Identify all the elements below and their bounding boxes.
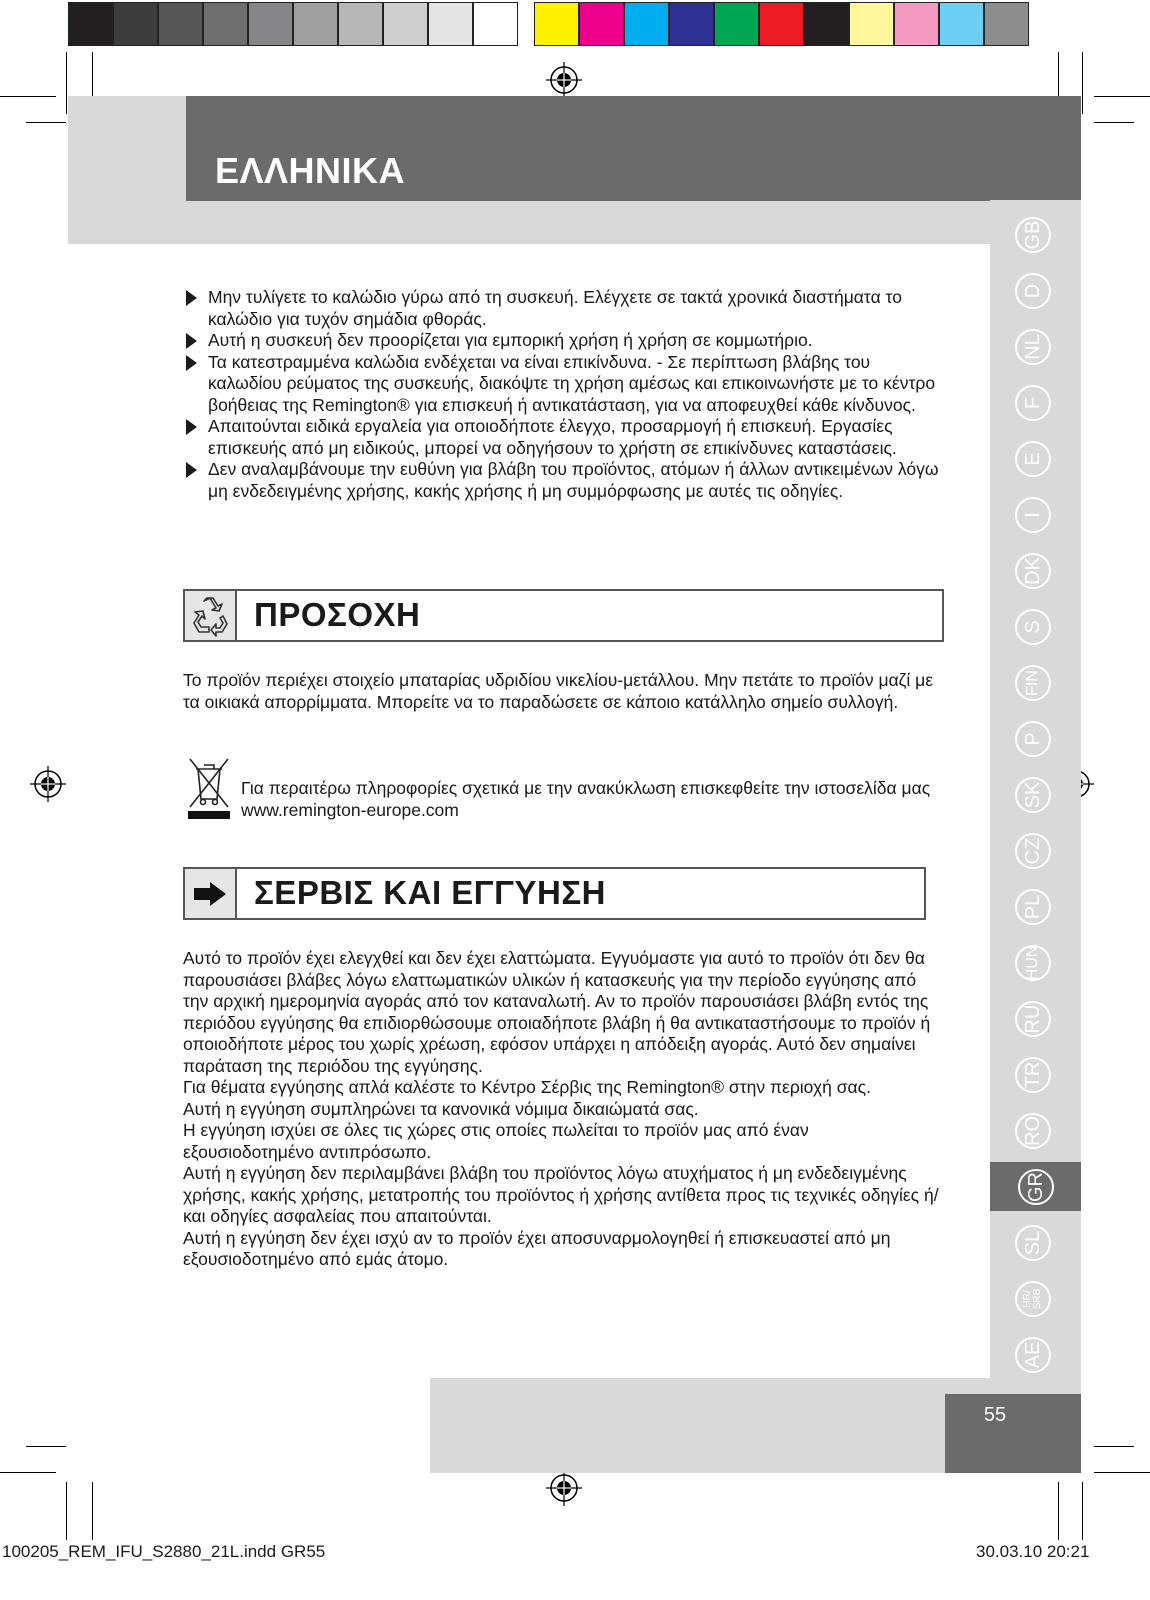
gray-swatch — [158, 2, 203, 46]
gray-swatch — [203, 2, 248, 46]
color-calibration-bar — [68, 2, 1029, 48]
crop-mark — [1094, 122, 1134, 123]
swatch-gap — [518, 2, 534, 48]
color-swatch — [894, 2, 939, 46]
crop-mark — [0, 96, 56, 97]
page-number: 55 — [983, 1404, 1007, 1426]
language-tab-ring — [1015, 1001, 1051, 1037]
language-tab-ro[interactable] — [1004, 1106, 1062, 1155]
language-tab-label: S — [1021, 619, 1044, 634]
gray-swatch — [113, 2, 158, 46]
language-tab-ring — [1015, 1337, 1051, 1373]
language-tab-label: HUN — [1024, 945, 1041, 980]
crop-mark — [1094, 96, 1150, 97]
arrow-right-icon — [185, 869, 237, 918]
language-tab-gb[interactable] — [1004, 210, 1062, 259]
language-tab-label: GB — [1021, 220, 1044, 249]
list-item — [186, 352, 946, 417]
gray-swatch — [428, 2, 473, 46]
bullet-triangle-icon — [186, 419, 197, 435]
language-tab-tr[interactable] — [1004, 1050, 1062, 1099]
language-tab-s[interactable] — [1004, 602, 1062, 651]
bullet-triangle-icon — [186, 333, 197, 349]
bullet-text: Αυτή η συσκευή δεν προορίζεται για εμπορική χρήση ή χρήση σε κομμωτήριο. — [208, 330, 813, 350]
bullet-text: Απαιτούνται ειδικά εργαλεία για οποιοδήποτε έλεγχο, προσαρμογή ή επισκευή. Εργασίες επισκευής από μη ειδικούς, μπορεί να οδηγήσουν το χρήστη σε επικίνδυνες καταστάσεις. — [208, 416, 897, 458]
language-tab-ring — [1015, 217, 1051, 253]
print-slug-date: 30.03.10 20:21 — [976, 1542, 1090, 1561]
bullet-text: Τα κατεστραμμένα καλώδια ενδέχεται να είναι επικίνδυνα. - Σε περίπτωση βλάβης του καλωδίου ρεύματος της συσκευής, διακόψτε τη χρήση αμέσως και επικοινωνήστε με το κέντρο βοήθειας της Remington® για επισκευή ή αντικατάσταση, για να αποφευχθεί κάθε κίνδυνος. — [208, 351, 936, 415]
warranty-paragraph: Αυτή η εγγύηση δεν έχει ισχύ αν το προϊόν έχει αποσυναρμολογηθεί ή επισκευαστεί από μη εξουσιοδοτημένο από εμάς άτομο. — [183, 1227, 891, 1269]
color-swatch — [849, 2, 894, 46]
language-tab-ring — [1015, 1281, 1051, 1317]
language-tab-hrsrb[interactable] — [1004, 1274, 1062, 1323]
crop-mark — [1082, 52, 1083, 114]
color-swatch — [984, 2, 1029, 46]
crop-mark — [92, 1482, 93, 1540]
language-tab-label: PL — [1021, 894, 1044, 919]
color-swatch — [714, 2, 759, 46]
warranty-text — [183, 948, 943, 1271]
language-tab-ring — [1015, 945, 1051, 981]
registration-mark-icon — [546, 1470, 582, 1506]
language-tab-e[interactable] — [1004, 434, 1062, 483]
bullet-triangle-icon — [186, 355, 197, 371]
language-tab-ring — [1015, 777, 1051, 813]
language-tab-label: D — [1021, 283, 1044, 298]
language-tab-label: DK — [1021, 556, 1044, 585]
language-tab-cz[interactable] — [1004, 826, 1062, 875]
color-swatch — [669, 2, 714, 46]
gray-swatch — [473, 2, 518, 46]
color-swatch — [939, 2, 984, 46]
caution-title: ΠΡΟΣΟΧΗ — [254, 596, 421, 633]
gray-swatch — [68, 2, 113, 46]
language-tab-ring — [1015, 1113, 1051, 1149]
language-tab-ring — [1015, 1225, 1051, 1261]
language-tab-ring — [1015, 833, 1051, 869]
bullet-text: Δεν αναλαμβάνουμε την ευθύνη για βλάβη του προϊόντος, ατόμων ή άλλων αντικειμένων λόγω μη ενδεδειγμένης χρήσης, κακής χρήσης ή μη συμμόρφωσης με αυτές τις οδηγίες. — [208, 459, 939, 501]
crop-mark — [1094, 1446, 1134, 1447]
language-tab-label: I — [1021, 511, 1044, 518]
warranty-paragraph: Για θέματα εγγύησης απλά καλέστε το Κέντρο Σέρβις της Remington® στην περιοχή σας. — [183, 1077, 871, 1097]
language-tab-label: CZ — [1021, 837, 1044, 864]
language-tab-ring — [1015, 1057, 1051, 1093]
registration-mark-icon — [546, 62, 582, 98]
warranty-paragraph: Αυτό το προϊόν έχει ελεγχθεί και δεν έχει ελαττώματα. Εγγυόμαστε για αυτό το προϊόν ότι δεν θα παρουσιάσει βλάβες λόγω ελαττωματικών υλικών ή κατασκευής για την περίοδο εγγύησης από την αρχική ημερομηνία αγοράς από τον καταναλωτή. Αν το προϊόν παρουσιάσει βλάβη εντός της περιόδου εγγύησης θα επιδιορθώσουμε οποιαδήποτε βλάβη ή θα αντικαταστήσουμε το προϊόν ή οποιοδήποτε μέρος του χωρίς χρέωση, εφόσον υπάρχει η απόδειξη αγοράς. Αυτό δεν σημαίνει παράταση της περιόδου της εγγύησης. — [183, 948, 931, 1076]
list-item — [186, 287, 946, 330]
language-tab-label: SL — [1021, 1230, 1044, 1255]
language-tab-sl[interactable] — [1004, 1218, 1062, 1267]
gray-swatch — [338, 2, 383, 46]
language-tab-sk[interactable] — [1004, 770, 1062, 819]
language-tab-label: E — [1021, 451, 1044, 466]
bullet-text: Μην τυλίγετε το καλώδιο γύρω από τη συσκευή. Ελέγχετε σε τακτά χρονικά διαστήματα το καλώδιο για τυχόν σημάδια φθοράς. — [208, 287, 902, 329]
language-tab-ring — [1015, 721, 1051, 757]
crop-mark — [1082, 1482, 1083, 1540]
language-tab-label: RO — [1021, 1115, 1044, 1146]
language-tab-label: FIN — [1024, 669, 1041, 696]
language-tab-label: HR/ SRB — [1022, 1288, 1043, 1309]
language-tab-ring — [1015, 889, 1051, 925]
gray-swatch — [248, 2, 293, 46]
gray-swatch — [293, 2, 338, 46]
language-tab-ru[interactable] — [1004, 994, 1062, 1043]
language-tab-ring — [1015, 609, 1051, 645]
language-tab-label: SK — [1021, 781, 1044, 808]
crop-mark — [26, 1446, 66, 1447]
print-slug-filename: 100205_REM_IFU_S2880_21L.indd GR55 — [2, 1542, 326, 1561]
language-tab-label: P — [1021, 731, 1044, 746]
language-tab-pl[interactable] — [1004, 882, 1062, 931]
color-swatch — [534, 2, 579, 46]
language-tab-label: GR — [1024, 1171, 1046, 1202]
recycling-info-text: Για περαιτέρω πληροφορίες σχετικά με την ανακύκλωση επισκεφθείτε την ιστοσελίδα μας www.remington-europe.com — [241, 778, 931, 820]
language-tab-ring — [1015, 665, 1051, 701]
battery-paragraph: Το προϊόν περιέχει στοιχείο μπαταρίας υδριδίου νικελίου-μετάλλου. Μην πετάτε το προϊόν μαζί με τα οικιακά απορρίμματα. Μπορείτε να το παραδώσετε σε κάποιο κατάλληλο σημείο συλλογή. — [183, 670, 934, 712]
color-swatch — [804, 2, 849, 46]
language-tab-hun[interactable] — [1004, 938, 1062, 987]
language-tab-dk[interactable] — [1004, 546, 1062, 595]
language-tab-nl[interactable] — [1004, 322, 1062, 371]
color-swatch — [759, 2, 804, 46]
language-tab-ring — [1015, 441, 1051, 477]
language-tab-label: AE — [1021, 1341, 1044, 1368]
language-tab-label: RU — [1021, 1004, 1044, 1033]
language-tab-ring — [1015, 385, 1051, 421]
crop-mark — [1094, 1472, 1150, 1473]
list-item — [186, 416, 946, 459]
language-tab-label: NL — [1021, 333, 1044, 360]
crop-mark — [66, 52, 67, 114]
warranty-paragraph: Η εγγύηση ισχύει σε όλες τις χώρες στις οποίες πωλείται το προϊόν μας από έναν εξουσιοδοτημένο αντιπρόσωπο. — [183, 1120, 809, 1162]
recycle-icon — [185, 591, 237, 640]
language-tab-ae[interactable] — [1004, 1330, 1062, 1379]
language-tabs — [1004, 210, 1064, 1386]
crop-mark — [26, 122, 66, 123]
bullet-triangle-icon — [186, 290, 197, 306]
language-tab-label: TR — [1021, 1061, 1044, 1088]
page-title: ΕΛΛΗΝΙΚΑ — [215, 150, 406, 191]
language-tab-ring — [1015, 329, 1051, 365]
language-tab-d[interactable] — [1004, 266, 1062, 315]
crop-mark — [1058, 1482, 1059, 1540]
language-tab-ring — [1015, 497, 1051, 533]
warranty-paragraph: Αυτή η εγγύηση συμπληρώνει τα κανονικά νόμιμα δικαιώματά σας. — [183, 1098, 699, 1119]
crossed-bin-icon — [184, 755, 234, 821]
list-item — [186, 330, 946, 352]
language-tab-gr[interactable] — [990, 1162, 1081, 1211]
language-tab-f[interactable] — [1004, 378, 1062, 427]
language-tab-label: F — [1021, 396, 1044, 409]
bullet-triangle-icon — [186, 462, 197, 478]
crop-mark — [0, 1472, 56, 1473]
language-tab-ring — [1018, 1169, 1054, 1205]
crop-mark — [66, 1482, 67, 1540]
list-item — [186, 459, 946, 502]
safety-bullet-list — [186, 287, 946, 502]
language-tab-ring — [1015, 273, 1051, 309]
warranty-paragraph: Αυτή η εγγύηση δεν περιλαμβάνει βλάβη του προϊόντος λόγω ατυχήματος ή μη ενδεδειγμένης χρήσης, κακής χρήσης, μετατροπής του προϊόντος ή χρήσης αντίθετα προς τις τεχνικές οδηγίες ή/και οδηγίες ασφαλείας που απαιτούνται. — [183, 1163, 939, 1226]
language-tab-ring — [1015, 553, 1051, 589]
language-tab-fin[interactable] — [1004, 658, 1062, 707]
service-title: ΣΕΡΒΙΣ ΚΑΙ ΕΓΓΥΗΣΗ — [254, 874, 606, 911]
gray-swatch — [383, 2, 428, 46]
language-tab-i[interactable] — [1004, 490, 1062, 539]
color-swatch — [624, 2, 669, 46]
language-tab-p[interactable] — [1004, 714, 1062, 763]
registration-mark-icon — [30, 766, 66, 802]
color-swatch — [579, 2, 624, 46]
